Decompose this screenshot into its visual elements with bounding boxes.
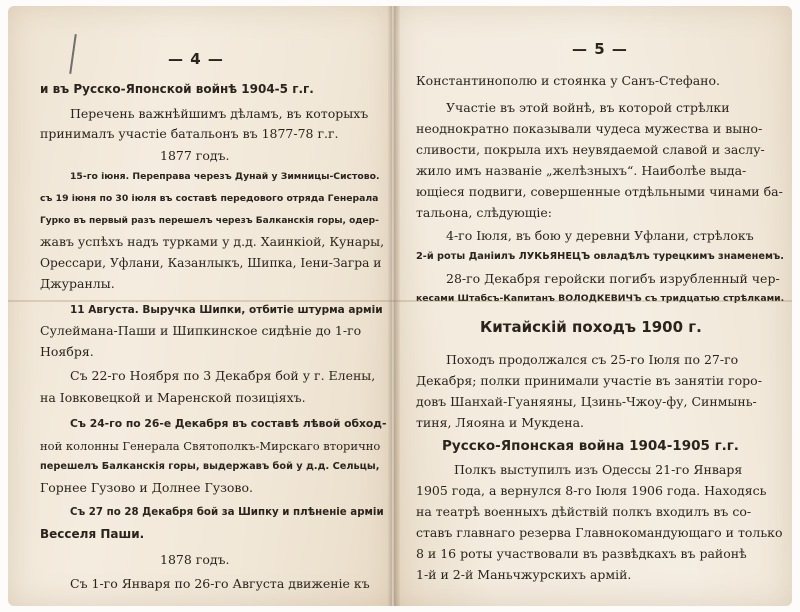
- right-page: [394, 6, 792, 606]
- text-line: Участіе въ этой войнѣ, въ которой стрѣлки: [446, 100, 730, 115]
- page-number-left: — 4 —: [168, 50, 224, 68]
- text-line: на Іовковецкой и Маренской позиціяхъ.: [40, 390, 306, 405]
- text-line: Полкъ выступилъ изъ Одессы 21-го Января: [454, 462, 743, 477]
- text-line: довъ Шанхай-Гуаняяны, Цзинь-Чжоу-фу, Синмынь-: [416, 394, 757, 409]
- text-line: Орессари, Уфлани, Казанлыкъ, Шипка, Іени-Загра и: [40, 256, 382, 270]
- text-line: неоднократно показывали чудеса мужества и выно-: [416, 121, 763, 136]
- text-line: 15-го іюня. Переправа черезъ Дунай у Зимницы-Систово.: [70, 171, 380, 182]
- text-line: ставъ главнаго резерва Главнокомандующаго и только: [416, 525, 783, 540]
- page-number-right: — 5 —: [572, 40, 628, 58]
- text-line: сливости, покрыла ихъ неувядаемой славой и заслу-: [416, 142, 765, 157]
- text-line: перешелъ Балканскія горы, выдержавъ бой у д.д. Сельцы,: [40, 461, 380, 472]
- text-span: Гурко въ первый разъ перешелъ черезъ Балканскія горы, одер-: [40, 216, 379, 226]
- text-line: Сулеймана-Паши и Шипкинское сидѣніе до 1-го: [40, 323, 362, 338]
- text-line: ной колонны Генерала Святополкъ-Мирскаго вторично: [40, 439, 381, 453]
- pen-mark: [69, 34, 77, 74]
- text-line: Перечень важнѣйшимъ дѣламъ, въ которыхъ: [70, 106, 369, 121]
- text-line: Съ 22-го Ноября по 3 Декабря бой у г. Елены,: [70, 368, 376, 383]
- text-line: жавъ успѣхъ надъ турками у д.д. Хаинкiой, Кунары,: [40, 234, 385, 249]
- text-line: кесами Штабсъ-Капитанъ ВОЛОДКЕВИЧЪ съ тридцатью стрѣлками.: [416, 293, 785, 304]
- section-heading-russo-japanese: Русско-Японская война 1904-1905 г.г.: [442, 438, 739, 454]
- text-line: тальона, слѣдующіе:: [416, 205, 553, 220]
- text-line: Декабря; полки принимали участіе въ занятіи горо-: [416, 373, 762, 388]
- text-line: Съ 27 по 28 Декабря бой за Шипку и плѣненіе арміи: [70, 506, 384, 518]
- paper-fold: [8, 300, 792, 302]
- text-line: [40, 213, 379, 229]
- text-line: Съ 24-го по 26-е Декабря въ составѣ лѣвой обход-: [70, 417, 387, 430]
- section-heading-china: Китайскій походъ 1900 г.: [480, 318, 702, 336]
- text-line: 4-го Іюля, въ бою у деревни Уфлани, стрѣлокъ: [446, 228, 754, 243]
- text-line: 1-й и 2-й Маньчжурскихъ армій.: [416, 567, 632, 582]
- text-line: принималъ участіе батальонъ въ 1877-78 г.г.: [40, 126, 339, 141]
- text-line: жило имъ названіе „желѣзныхъ“. Наиболѣе выда-: [416, 163, 747, 178]
- text-line: 1905 года, а вернулся 8-го Іюля 1906 года. Находясь: [416, 483, 767, 498]
- text-line: Горнее Гузово и Долнее Гузово.: [40, 480, 253, 495]
- text-line: Ноября.: [40, 344, 94, 359]
- text-line: Походъ продолжался съ 25-го Іюля по 27-го: [446, 352, 739, 367]
- text-line: на театрѣ военныхъ дѣйствій полкъ входилъ въ со-: [416, 504, 752, 519]
- text-line: Константинополю и стоянка у Санъ-Стефано.: [416, 73, 720, 88]
- text-line: 2-й роты Даніилъ ЛУКЬЯНЕЦЪ овладѣлъ турецкимъ знаменемъ.: [416, 251, 784, 262]
- text-line: Джуранлы.: [40, 276, 115, 291]
- text-line: тиня, Ляояна и Мукдена.: [416, 415, 585, 430]
- year-heading: 1877 годъ.: [160, 148, 230, 163]
- year-heading: 1878 годъ.: [160, 552, 230, 567]
- text-line: Съ 1-го Января по 26-го Августа движеніе къ: [70, 576, 370, 591]
- text-line: 28-го Декабря геройски погибъ изрубленный чер-: [446, 271, 780, 286]
- text-line: ющіеся подвиги, совершенные отдѣльными чинами ба-: [416, 184, 783, 199]
- book-gutter: [388, 6, 400, 606]
- text-line: 11 Августа. Выручка Шипки, отбитіе штурма арміи: [70, 304, 383, 316]
- left-page: [8, 6, 392, 606]
- text-line: Весселя Паши.: [40, 527, 145, 541]
- text-line: съ 19 іюня по 30 іюля въ составѣ передового отряда Генерала: [40, 193, 379, 204]
- text-line: и въ Русско-Японской войнѣ 1904-5 г.г.: [40, 82, 314, 96]
- text-line: 8 и 16 роты участвовали въ развѣдкахъ въ районѣ: [416, 546, 747, 561]
